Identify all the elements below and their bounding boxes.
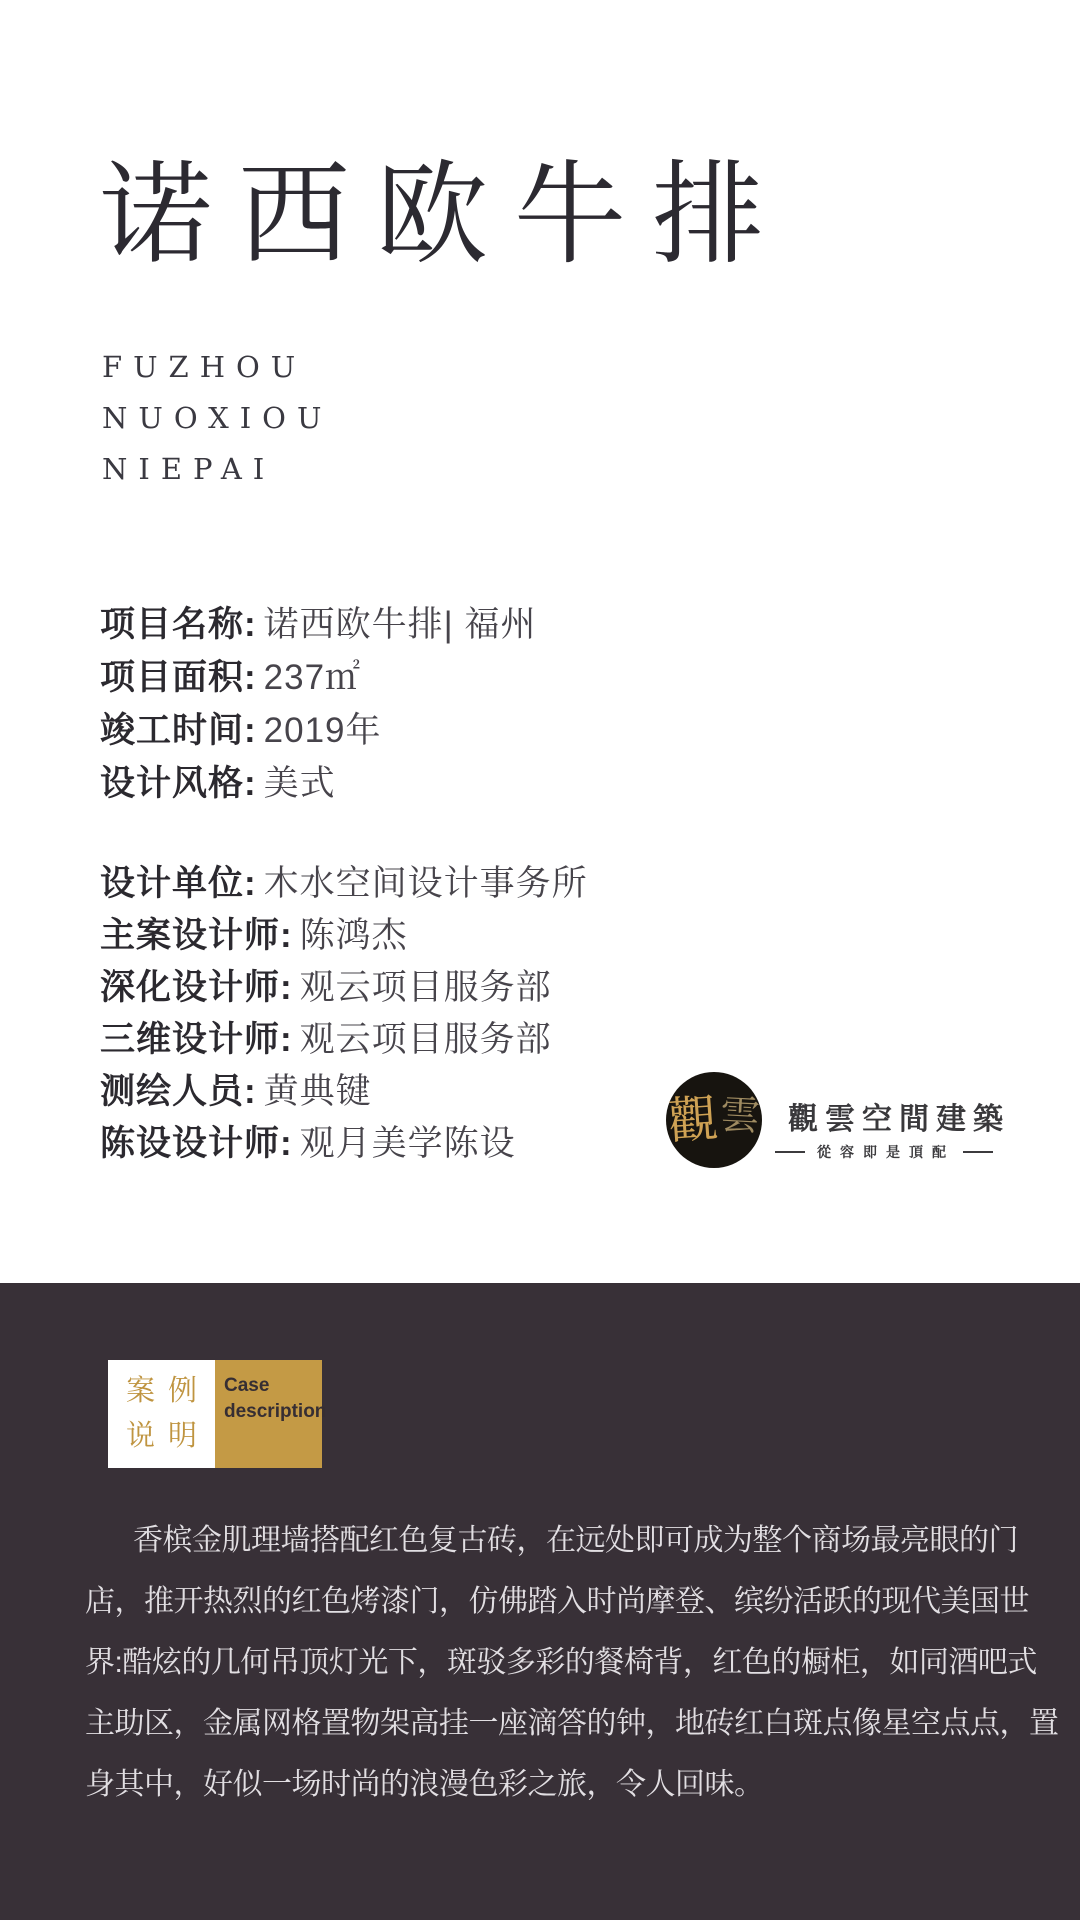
subtitle-line-3: NIEPAI: [102, 452, 276, 486]
info-label: 竣工时间:: [100, 711, 257, 750]
seal-character-guan: 觀: [666, 1089, 720, 1151]
info-row-3d-designer: [100, 1014, 588, 1066]
tagline-rule-left: [775, 1151, 805, 1153]
info-label: 设计单位:: [100, 864, 257, 903]
info-value: 诺西欧牛排| 福州: [263, 605, 537, 644]
case-description-section: [0, 1283, 1080, 1920]
brand-seal-icon: [666, 1072, 762, 1168]
tagline-text: 從容即是頂配: [817, 1144, 955, 1160]
info-row-project-area: [100, 651, 536, 704]
info-value: 2019年: [263, 711, 382, 750]
brand-tagline: [775, 1142, 993, 1162]
tagline-rule-right: [963, 1151, 993, 1153]
info-label: 项目名称:: [100, 605, 257, 644]
info-label: 深化设计师:: [100, 968, 293, 1007]
info-label: 主案设计师:: [100, 916, 293, 955]
case-description-badge: [108, 1360, 327, 1468]
info-value: 木水空间设计事务所: [263, 864, 588, 903]
info-value: 陈鸿杰: [299, 916, 408, 955]
info-label: 三维设计师:: [100, 1020, 293, 1059]
info-label: 项目面积:: [100, 658, 257, 697]
info-row-lead-designer: [100, 910, 588, 962]
project-basic-info: [100, 598, 536, 810]
info-row-design-style: [100, 757, 536, 810]
page-title: 诺西欧牛排: [100, 150, 790, 280]
case-body-line: 香槟金肌理墙搭配红色复古砖，在远处即可成为整个商场最亮眼的门: [133, 1524, 1018, 1557]
info-value: 观云项目服务部: [299, 1020, 552, 1059]
badge-chinese-label: [108, 1360, 215, 1468]
subtitle-line-1: FUZHOU: [102, 350, 307, 384]
info-label: 测绘人员:: [100, 1072, 257, 1111]
badge-english-label: Case description: [215, 1360, 322, 1468]
badge-cn-line-2: 说明: [125, 1420, 210, 1452]
info-row-project-name: [100, 598, 536, 651]
info-value: 美式: [263, 764, 336, 803]
info-label: 设计风格:: [100, 764, 257, 803]
case-body-line: 店，推开热烈的红色烤漆门，仿佛踏入时尚摩登、缤纷活跃的现代美国世: [85, 1585, 1029, 1618]
info-value: 237㎡: [263, 658, 362, 697]
case-body-line: 身其中，好似一场时尚的浪漫色彩之旅，令人回味。: [85, 1768, 764, 1801]
info-label: 陈设设计师:: [100, 1124, 293, 1163]
seal-character-yun: 雲: [718, 1091, 762, 1141]
info-row-design-firm: [100, 858, 588, 910]
case-body-line: 主助区，金属网格置物架高挂一座滴答的钟，地砖红白斑点像星空点点，置: [85, 1707, 1059, 1740]
project-team-info: [100, 858, 588, 1170]
case-body-line: 界:酷炫的几何吊顶灯光下，斑驳多彩的餐椅背，红色的橱柜，如同酒吧式: [85, 1646, 1037, 1679]
brand-name: 觀雲空間建築: [788, 1102, 1010, 1137]
info-row-furnishing-designer: [100, 1118, 588, 1170]
info-value: 观月美学陈设: [299, 1124, 516, 1163]
info-row-completion-date: [100, 704, 536, 757]
info-row-surveyor: [100, 1066, 588, 1118]
page-subtitle: [102, 342, 332, 495]
info-value: 观云项目服务部: [299, 968, 552, 1007]
subtitle-line-2: NUOXIOU: [102, 401, 333, 435]
badge-cn-line-1: 案例: [125, 1375, 210, 1407]
case-description-body: [85, 1510, 1059, 1815]
info-row-development-designer: [100, 962, 588, 1014]
info-value: 黄典键: [263, 1072, 372, 1111]
